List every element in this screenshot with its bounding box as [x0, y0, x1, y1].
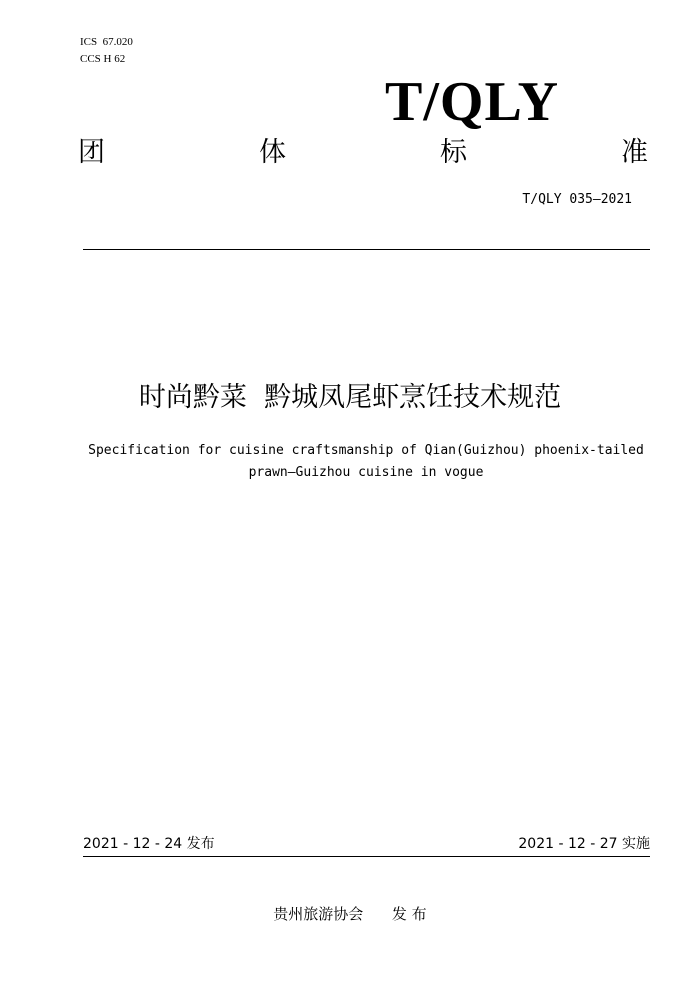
standard-logo: T/QLY — [385, 71, 560, 133]
implement-date: 2021 - 12 - 27 实施 — [518, 836, 650, 852]
top-divider — [83, 249, 650, 250]
bottom-divider — [83, 856, 650, 857]
english-title: Specification for cuisine craftsmanship of Qian(Guizhou) phoenix-tailed prawn—Guizhou cuisine in vogue — [88, 443, 644, 480]
standard-type-char: 准 — [621, 137, 648, 168]
standard-type-char: 体 — [259, 137, 286, 168]
ccs-code: CCS H 62 — [80, 53, 126, 65]
ics-code: ICS 67.020 — [80, 36, 133, 48]
publish-date: 2021 - 12 - 24 发布 — [83, 836, 215, 852]
standard-type-heading — [78, 136, 648, 172]
chinese-title: 时尚黔菜 黔城凤尾虾烹饪技术规范 — [138, 382, 562, 413]
standard-number: T/QLY 035—2021 — [522, 192, 632, 207]
standard-type-char: 标 — [440, 137, 467, 168]
publisher: 贵州旅游协会 发 布 — [273, 905, 427, 923]
standard-type-char: 团 — [78, 137, 105, 168]
